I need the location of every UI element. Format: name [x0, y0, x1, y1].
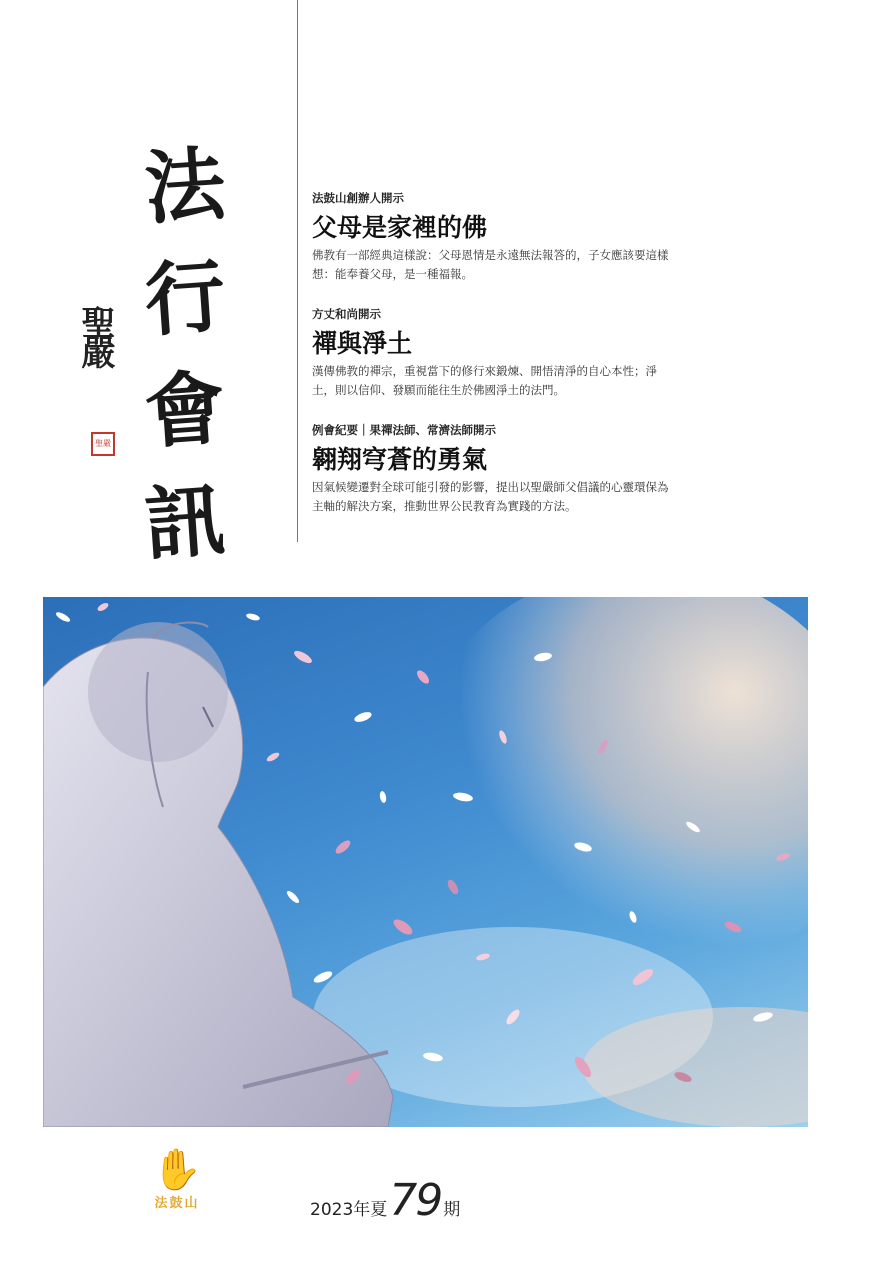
article-list [312, 190, 682, 538]
issue-info [310, 1175, 460, 1226]
article-1[interactable] [312, 190, 682, 284]
buddha-petals-artwork [43, 597, 808, 1127]
issue-number: 79 [389, 1175, 442, 1226]
article-summary: 漢傳佛教的禪宗，重視當下的修行來鍛煉、開悟清淨的自心本性；淨土，則以信仰、發願而能往生於佛國淨土的法門。 [312, 364, 657, 397]
red-seal-stamp: 聖嚴 [91, 432, 115, 456]
issue-year-label: 2023年夏 [310, 1200, 388, 1220]
article-headline[interactable]: 翱翔穹蒼的勇氣 [312, 445, 488, 474]
article-category: 方丈和尚開示 [312, 307, 381, 321]
article-2[interactable] [312, 306, 682, 400]
article-summary: 佛教有一部經典這樣說：父母恩情是永遠無法報答的，子女應該要這樣想：能奉養父母，是一種福報。 [312, 248, 669, 281]
divider-line [297, 0, 298, 542]
calligraphy-signature: 聖嚴 [75, 305, 115, 365]
dharma-drum-logo[interactable] [142, 1148, 212, 1211]
logo-text: 法鼓山 [154, 1196, 200, 1211]
issue-suffix: 期 [443, 1200, 461, 1220]
article-headline[interactable]: 禪與淨土 [312, 329, 413, 358]
article-3[interactable] [312, 422, 682, 516]
article-category: 法鼓山創辦人開示 [312, 191, 404, 205]
article-summary: 因氣候變遷對全球可能引發的影響，提出以聖嚴師父倡議的心靈環保為主軸的解決方案，推動世界公民教育為實踐的方法。 [312, 480, 669, 513]
title-char-3: 會 [141, 360, 229, 460]
cover-illustration [43, 597, 808, 1127]
masthead-title [130, 130, 240, 578]
title-char-4: 訊 [141, 472, 229, 572]
article-headline[interactable]: 父母是家裡的佛 [312, 213, 488, 242]
title-char-1: 法 [141, 136, 229, 236]
hand-mark-icon: ✋ [152, 1147, 202, 1193]
title-char-2: 行 [141, 248, 229, 348]
article-category: 例會紀要｜果禪法師、常濟法師開示 [312, 423, 496, 437]
